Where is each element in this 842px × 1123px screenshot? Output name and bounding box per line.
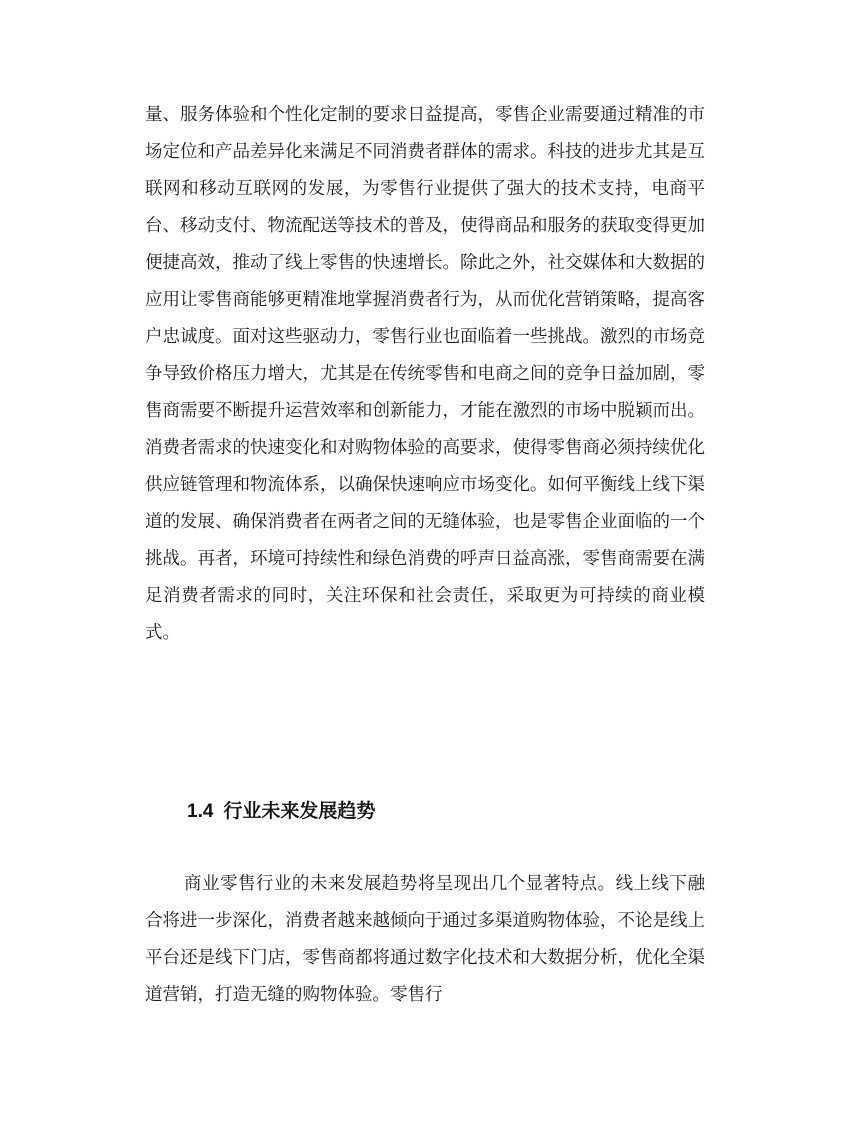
body-paragraph-future-trends: 商业零售行业的未来发展趋势将呈现出几个显著特点。线上线下融合将进一步深化，消费者越来越倾向于通过多渠道购物体验，不论是线上平台还是线下门店，零售商都将通过数字化技术和大数据分析，优化全渠道营销，打造无缝的购物体验。零售行 <box>145 874 705 1005</box>
section-heading <box>187 797 375 827</box>
section-number: 1.4 <box>187 801 214 822</box>
section-title: 行业未来发展趋势 <box>223 801 376 822</box>
body-paragraph-challenges: 量、服务体验和个性化定制的要求日益提高，零售企业需要通过精准的市场定位和产品差异化来满足不同消费者群体的需求。科技的进步尤其是互联网和移动互联网的发展，为零售行业提供了强大的技术支持，电商平台、移动支付、物流配送等技术的普及，使得商品和服务的获取变得更加便捷高效，推动了线上零售的快速增长。除此之外，社交媒体和大数据的应用让零售商能够更精准地掌握消费者行为，从而优化营销策略，提高客户忠诚度。面对这些驱动力，零售行业也面临着一些挑战。激烈的市场竞争导致价格压力增大，尤其是在传统零售和电商之间的竞争日益加剧，零售商需要不断提升运营效率和创新能力，才能在激烈的市场中脱颖而出。消费者需求的快速变化和对购物体验的高要求，使得零售商必须持续优化供应链管理和物流体系，以确保快速响应市场变化。如何平衡线上线下渠道的发展、确保消费者在两者之间的无缝体验，也是零售企业面临的一个挑战。再者，环境可持续性和绿色消费的呼声日益高涨，零售商需要在满足消费者需求的同时，关注环保和社会责任，采取更为可持续的商业模式。 <box>145 105 705 643</box>
